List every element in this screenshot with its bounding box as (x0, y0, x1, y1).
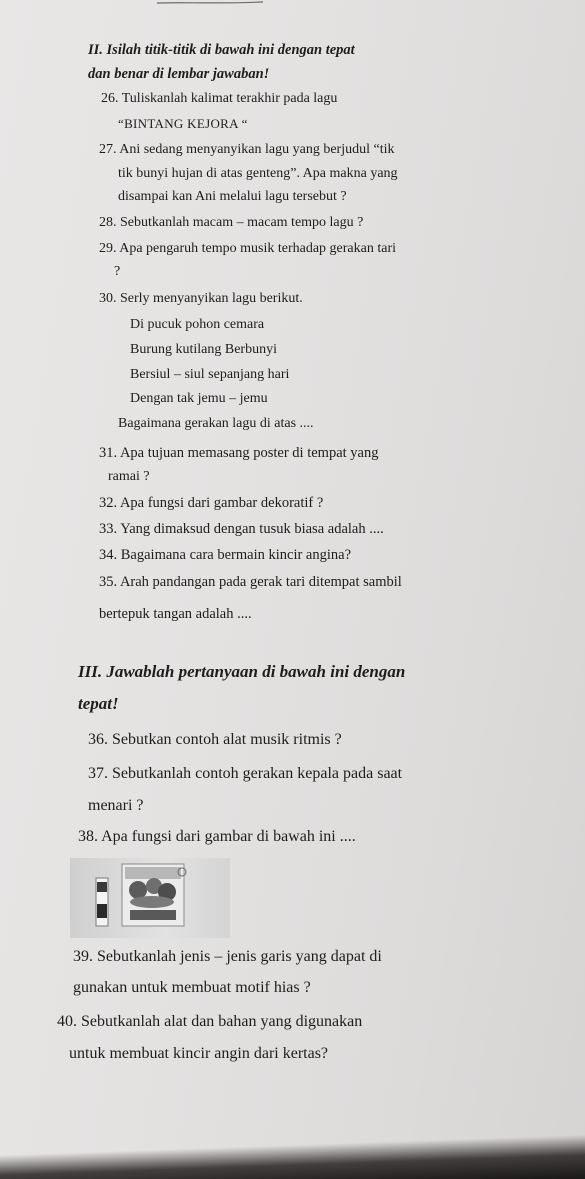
question-37-cont: menari ? (88, 797, 144, 814)
question-30: 30. Serly menyanyikan lagu berikut. (99, 291, 303, 306)
question-35: 35. Arah pandangan pada gerak tari ditempat sambil (99, 574, 402, 590)
question-29-cont: ? (114, 264, 121, 279)
song-lyric-line-1: Di pucuk pohon cemara (130, 317, 265, 332)
question-37: 37. Sebutkanlah contoh gerakan kepala pada saat (88, 765, 403, 782)
question-40: 40. Sebutkanlah alat dan bahan yang digunakan (57, 1013, 363, 1030)
question-39: 39. Sebutkanlah jenis – jenis garis yang dapat di (73, 948, 382, 965)
section-2-heading-cont: dan benar di lembar jawaban! (88, 66, 270, 82)
question-26-song-title: “BINTANG KEJORA “ (118, 116, 248, 131)
question-27-cont-2: disampai kan Ani melalui lagu tersebut ? (118, 189, 347, 204)
song-lyric-line-3: Bersiul – siul sepanjang hari (130, 367, 290, 382)
question-38-figure (70, 858, 230, 938)
section-2-heading: II. Isilah titik-titik di bawah ini dengan tepat (88, 42, 355, 58)
question-29: 29. Apa pengaruh tempo musik terhadap gerakan tari (99, 241, 397, 256)
decorative-drawing-illustration (70, 858, 230, 938)
question-36: 36. Sebutkan contoh alat musik ritmis ? (88, 731, 342, 748)
question-28: 28. Sebutkanlah macam – macam tempo lagu ? (99, 215, 364, 230)
section-3-heading-cont: tepat! (78, 694, 119, 713)
song-lyric-line-4: Dengan tak jemu – jemu (130, 391, 268, 406)
question-31-cont: ramai ? (108, 469, 150, 484)
question-30-prompt: Bagaimana gerakan lagu di atas .... (118, 416, 314, 431)
question-39-cont: gunakan untuk membuat motif hias ? (73, 979, 311, 996)
question-40-cont: untuk membuat kincir angin dari kertas? (69, 1045, 329, 1062)
section-3-heading: III. Jawablah pertanyaan di bawah ini dengan (78, 662, 406, 681)
question-33: 33. Yang dimaksud dengan tusuk biasa adalah .... (99, 521, 384, 537)
question-32: 32. Apa fungsi dari gambar dekoratif ? (99, 495, 324, 511)
question-35-cont: bertepuk tangan adalah .... (99, 606, 252, 622)
question-26: 26. Tuliskanlah kalimat terakhir pada lagu (101, 91, 338, 106)
question-27: 27. Ani sedang menyanyikan lagu yang berjudul “tik (99, 142, 395, 157)
question-27-cont: tik bunyi hujan di atas genteng”. Apa makna yang (118, 166, 398, 181)
question-34: 34. Bagaimana cara bermain kincir angina? (99, 547, 352, 563)
song-lyric-line-2: Burung kutilang Berbunyi (130, 342, 277, 357)
question-38: 38. Apa fungsi dari gambar di bawah ini .... (78, 828, 356, 845)
bottom-shadow (0, 1119, 585, 1179)
top-edge-ink-mark (155, 0, 265, 6)
question-31: 31. Apa tujuan memasang poster di tempat yang (99, 445, 379, 461)
